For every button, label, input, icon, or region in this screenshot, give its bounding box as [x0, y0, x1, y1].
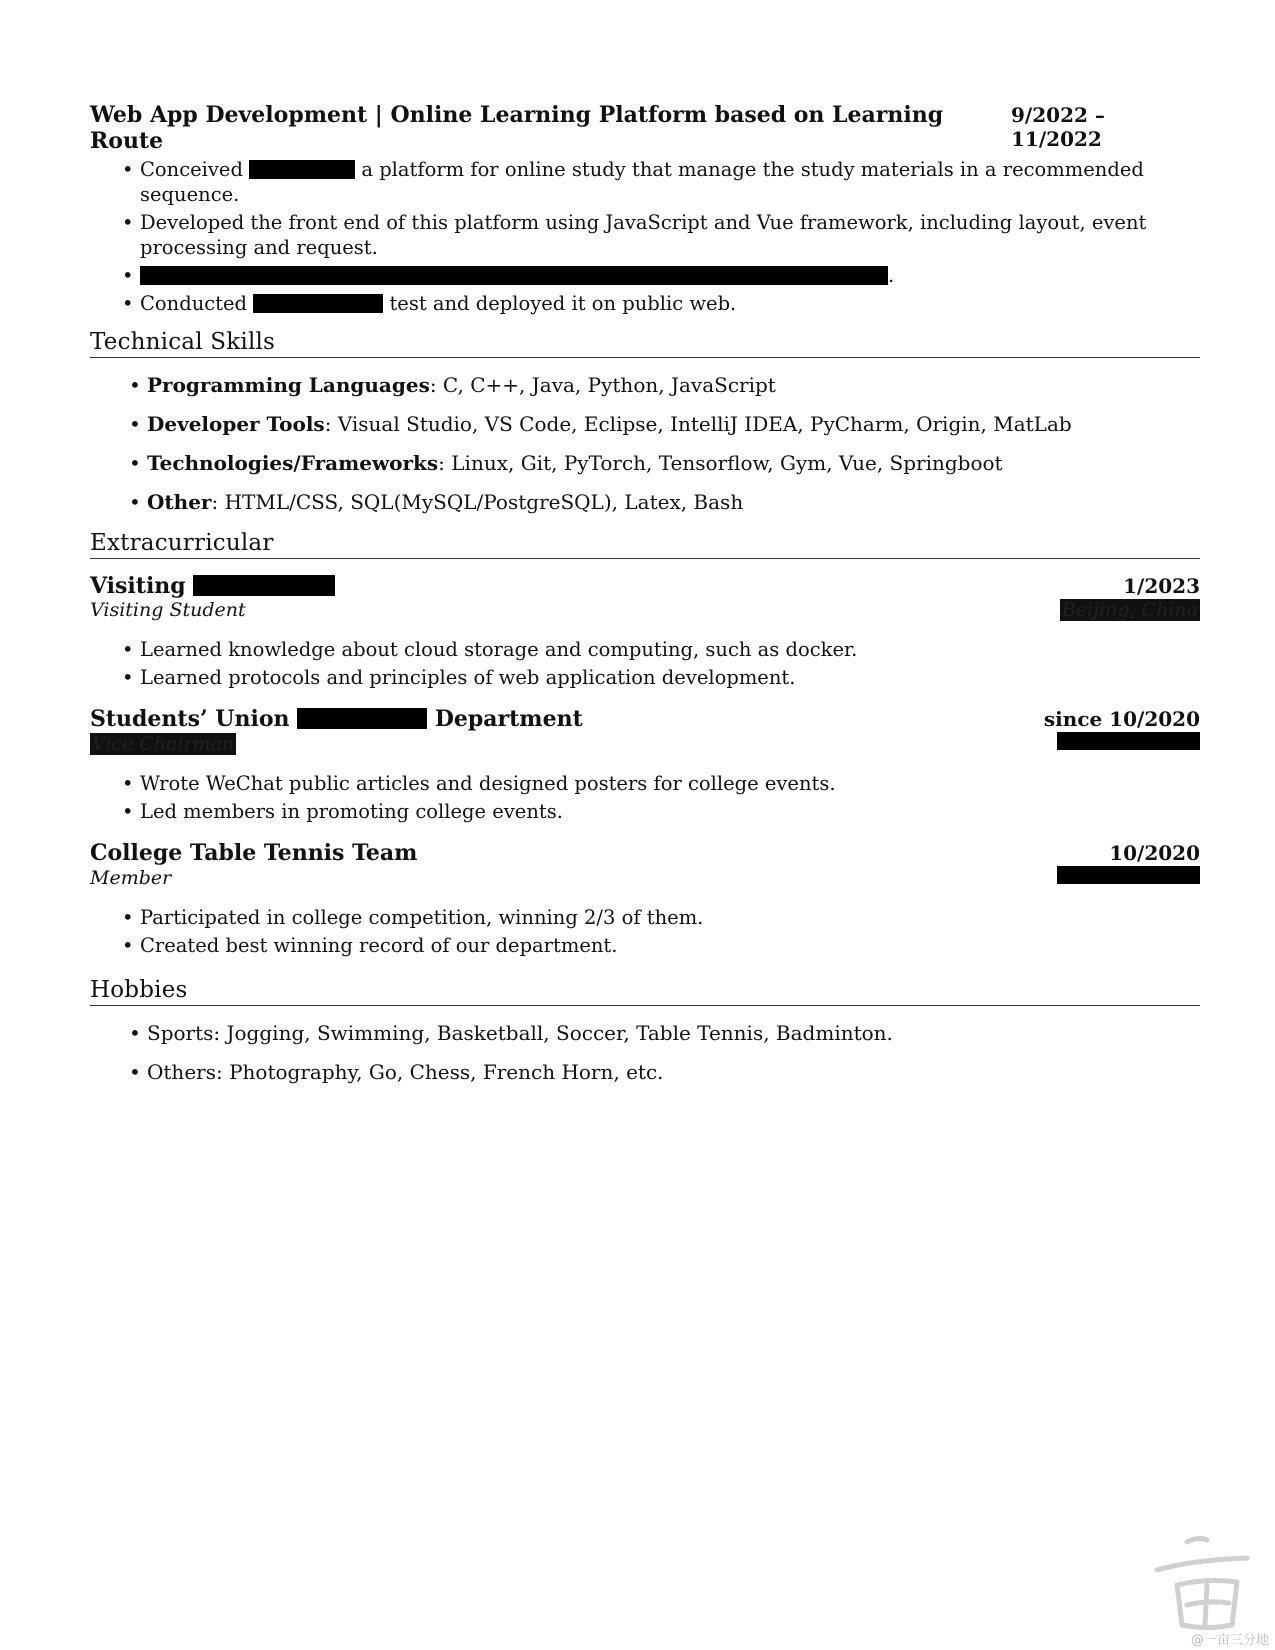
entry-role: Member: [90, 867, 172, 889]
bullet-text: Conducted: [140, 292, 248, 315]
list-item: [140, 263, 1200, 288]
skill-label: Programming Languages: [147, 373, 430, 397]
list-item: • Participated in college competition, winning 2/3 of them.: [140, 905, 1200, 930]
entry-title: Students’ Union Department: [90, 706, 583, 732]
entry-bullets: [90, 905, 1200, 958]
project-title: Web App Development | Online Learning Platform based on Learning Route: [90, 102, 944, 154]
list-item: • Learned knowledge about cloud storage and computing, such as docker.: [140, 637, 1200, 662]
redaction-block: [1057, 732, 1200, 750]
hobbies-list: [90, 1020, 1200, 1085]
skill-label: Other: [147, 490, 212, 514]
project-bullets: [90, 157, 1200, 316]
bullet-text: Conceived: [140, 158, 243, 181]
list-item: • Created best winning record of our department.: [140, 933, 1200, 958]
bullet-text: Developed the front end of this platform using JavaScript and Vue framework, including layout, event processing and request.: [140, 211, 1147, 259]
skill-values: : Visual Studio, VS Code, Eclipse, IntelliJ IDEA, PyCharm, Origin, MatLab: [324, 412, 1072, 436]
entry-date: 1/2023: [1123, 574, 1200, 598]
list-item: • Learned protocols and principles of web application development.: [140, 665, 1200, 690]
entry-bullets: [90, 637, 1200, 690]
extracurricular-entry: [90, 706, 1200, 824]
entry-title: College Table Tennis Team: [90, 840, 418, 866]
section-heading-hobbies: Hobbies: [90, 976, 1200, 1006]
list-item: [147, 489, 1200, 515]
redaction-block: [140, 266, 888, 285]
project-date: 9/2022 – 11/2022: [1011, 103, 1105, 151]
list-item: • Wrote WeChat public articles and designed posters for college events.: [140, 771, 1200, 796]
list-item: [140, 210, 1200, 260]
skill-values: : HTML/CSS, SQL(MySQL/PostgreSQL), Latex, Bash: [211, 490, 744, 514]
entry-bullets: [90, 771, 1200, 824]
redaction-block: [1057, 866, 1200, 884]
skill-values: : Linux, Git, PyTorch, Tensorflow, Gym, Vue, Springboot: [438, 451, 1003, 475]
redaction-block: [193, 575, 335, 596]
entry-date: 10/2020: [1109, 841, 1200, 865]
skill-label: Developer Tools: [147, 412, 325, 436]
entry-title: Visiting: [90, 573, 335, 599]
resume-content: [90, 102, 1200, 1098]
section-heading-technical-skills: Technical Skills: [90, 328, 1200, 358]
project-header: [90, 102, 1200, 154]
bullet-text: .: [888, 264, 895, 287]
section-heading-extracurricular: Extracurricular: [90, 529, 1200, 559]
list-item: [147, 450, 1200, 476]
entry-date: since 10/2020: [1043, 707, 1200, 731]
bullet-text: test and deployed it on public web.: [389, 292, 737, 315]
list-item: • Sports: Jogging, Swimming, Basketball, Soccer, Table Tennis, Badminton.: [147, 1020, 1200, 1046]
list-item: [140, 291, 1200, 316]
skills-list: [90, 372, 1200, 515]
redaction-block: [249, 160, 355, 179]
redaction-block: [253, 294, 383, 313]
list-item: [147, 372, 1200, 398]
skill-values: : C, C++, Java, Python, JavaScript: [429, 373, 776, 397]
project-entry: [90, 102, 1200, 316]
list-item: • Others: Photography, Go, Chess, French Horn, etc.: [147, 1059, 1200, 1085]
watermark-logo-icon: [1147, 1530, 1257, 1642]
entry-location-redacted: Beijing, China: [1061, 599, 1198, 621]
entry-role-redacted: Vice Chairman: [92, 733, 235, 755]
list-item: [147, 411, 1200, 437]
list-item: [140, 157, 1200, 207]
extracurricular-entry: [90, 573, 1200, 690]
skill-label: Technologies/Frameworks: [147, 451, 439, 475]
bullet-text: a platform for online study that manage the study materials in a recommended sequence.: [140, 158, 1144, 206]
watermark-text: @一亩三分地: [1190, 1633, 1269, 1648]
redaction-block: [297, 708, 427, 729]
entry-role: Visiting Student: [90, 599, 246, 621]
extracurricular-entry: [90, 840, 1200, 958]
list-item: • Led members in promoting college events.: [140, 799, 1200, 824]
